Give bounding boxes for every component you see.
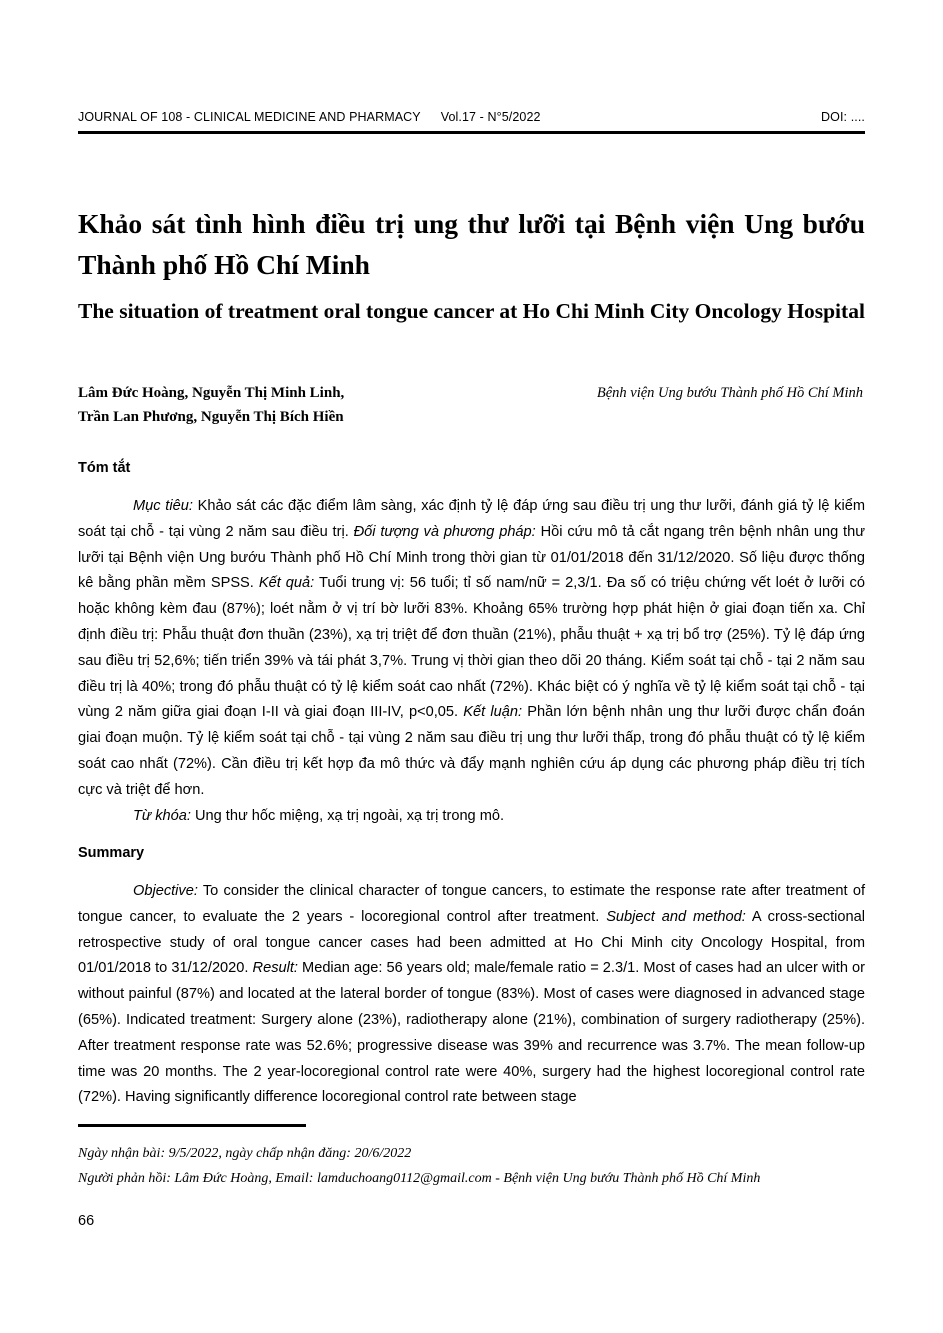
page-title-vietnamese: Khảo sát tình hình điều trị ung thư lưỡi tại Bệnh viện Ung bướu Thành phố Hồ Chí Minh bbox=[78, 208, 865, 281]
running-head bbox=[78, 110, 865, 124]
text-objective-vi: Khảo sát các đặc điểm lâm sàng, xác định tỷ lệ đáp ứng sau điều trị ung thư lưỡi, đánh giá tỷ lệ kiểm soát tại chỗ - tại vùng 2 năm sau điều trị. bbox=[78, 498, 865, 540]
label-keywords-vi: Từ khóa: bbox=[133, 807, 191, 824]
label-objective-en: Objective: bbox=[133, 883, 198, 899]
journal-name: JOURNAL OF 108 - CLINICAL MEDICINE AND PHARMACY bbox=[78, 110, 421, 124]
footnote-block bbox=[78, 1141, 878, 1191]
abstract-paragraph-vietnamese bbox=[78, 494, 865, 804]
footnote-rule bbox=[78, 1124, 306, 1127]
volume-issue: Vol.17 - N°5/2022 bbox=[440, 110, 541, 124]
running-head-left bbox=[78, 110, 541, 124]
text-method-vi: Hồi cứu mô tả cắt ngang trên bệnh nhân ung thư lưỡi tại Bệnh viện Ung bướu Thành phố Hồ Chí Minh trong thời gian từ 01/01/2018 đến 31/12/2020. Số liệu được thống kê bằng phần mềm SPSS. bbox=[78, 523, 865, 592]
text-objective-en: To consider the clinical character of tongue cancers, to estimate the response rate after treatment of tongue cancer, to evaluate the 2 years - locoregional control after treatment. bbox=[78, 883, 865, 925]
author-names bbox=[78, 381, 344, 429]
label-result-en: Result: bbox=[252, 960, 298, 977]
author-line-1: Lâm Đức Hoàng, Nguyễn Thị Minh Linh, bbox=[78, 385, 345, 401]
page-number: 66 bbox=[78, 1213, 95, 1229]
authors-block bbox=[78, 381, 865, 429]
text-result-en: Median age: 56 years old; male/female ratio = 2.3/1. Most of cases had an ulcer with or without painful (87%) and located at the lateral border of tongue (83%). Most of cases were diagnosed in advanced stage (65%). Indicated treatment: Surgery alone (23%), radiotherapy alone (21%), combination of surgery radiotherapy (25%). After treatment response rate was 52.6%; progressive disease was 39% and recurrence was 3.7%. The mean follow-up time was 20 months. The 2 year-locoregional control rate were 40%, surgery had the highest locoregional control rate (72%). Having significantly difference locoregional control rate between stage bbox=[78, 960, 865, 1106]
text-method-en: A cross-sectional retrospective study of oral tongue cancer cases had been admitted at Ho Chi Minh city Oncology Hospital, from 01/01/2018 to 31/12/2020. bbox=[78, 908, 865, 977]
abstract-heading-english: Summary bbox=[78, 845, 145, 861]
keywords-paragraph-vietnamese bbox=[78, 804, 865, 830]
abstract-body-english bbox=[78, 879, 865, 1111]
label-method-en: Subject and method: bbox=[606, 908, 746, 925]
doi-label: DOI: .... bbox=[821, 110, 865, 124]
text-keywords-vi: Ung thư hốc miệng, xạ trị ngoài, xạ trị trong mô. bbox=[190, 807, 505, 824]
abstract-body-vietnamese bbox=[78, 494, 865, 829]
header-rule bbox=[78, 131, 865, 134]
page-title-english: The situation of treatment oral tongue cancer at Ho Chi Minh City Oncology Hospital bbox=[78, 298, 865, 323]
abstract-paragraph-english bbox=[78, 879, 865, 1111]
author-line-2: Trần Lan Phương, Nguyễn Thị Bích Hiền bbox=[78, 409, 344, 425]
text-conclusion-vi: Phần lớn bệnh nhân ung thư lưỡi được chẩn đoán giai đoạn muộn. Tỷ lệ kiểm soát tại chỗ - tại vùng 2 năm sau điều trị ung thư lưỡi thấp, trong đó phẫu thuật có tỷ lệ kiểm soát cao nhất (72%). Cần điều trị kết hợp đa mô thức và đẩy mạnh nghiên cứu áp dụng các phương pháp điều trị tích cực và triệt để hơn. bbox=[78, 704, 866, 798]
label-conclusion-vi: Kết luận: bbox=[463, 704, 523, 721]
footnote-corresponding-author: Người phản hồi: Lâm Đức Hoàng, Email: lamduchoang0112@gmail.com - Bệnh viện Ung bướu Thành phố Hồ Chí Minh bbox=[78, 1171, 761, 1186]
abstract-heading-vietnamese: Tóm tắt bbox=[78, 460, 131, 476]
affiliation: Bệnh viện Ung bướu Thành phố Hồ Chí Minh bbox=[596, 385, 863, 401]
footnote-received-date: Ngày nhận bài: 9/5/2022, ngày chấp nhận đăng: 20/6/2022 bbox=[78, 1146, 412, 1161]
label-objective-vi: Mục tiêu: bbox=[133, 498, 193, 514]
label-result-vi: Kết quả: bbox=[258, 575, 315, 592]
label-method-vi: Đối tượng và phương pháp: bbox=[353, 523, 536, 540]
text-result-vi: Tuổi trung vị: 56 tuổi; tỉ số nam/nữ = 2,3/1. Đa số có triệu chứng vết loét ở lưỡi có hoặc không kèm đau (87%); loét nằm ở vị trí bờ lưỡi 83%. Khoảng 65% trường hợp phát hiện ở giai đoạn tiến xa. Chỉ định điều trị: Phẫu thuật đơn thuần (23%), xạ trị triệt để đơn thuần (21%), phẫu thuật + xạ trị bổ trợ (25%). Tỷ lệ đáp ứng sau điều trị 52,6%; tiến triển 39% và tái phát 3,7%. Trung vị thời gian theo dõi 20 tháng. Kiểm soát tại chỗ - tại 2 năm sau điều trị là 40%; trong đó phẫu thuật có tỷ lệ kiểm soát cao nhất (72%). Khác biệt có ý nghĩa về tỷ lệ kiểm soát tại chỗ - tại vùng 2 năm giữa giai đoạn I-II và giai đoạn III-IV, p<0,05. bbox=[78, 575, 865, 721]
